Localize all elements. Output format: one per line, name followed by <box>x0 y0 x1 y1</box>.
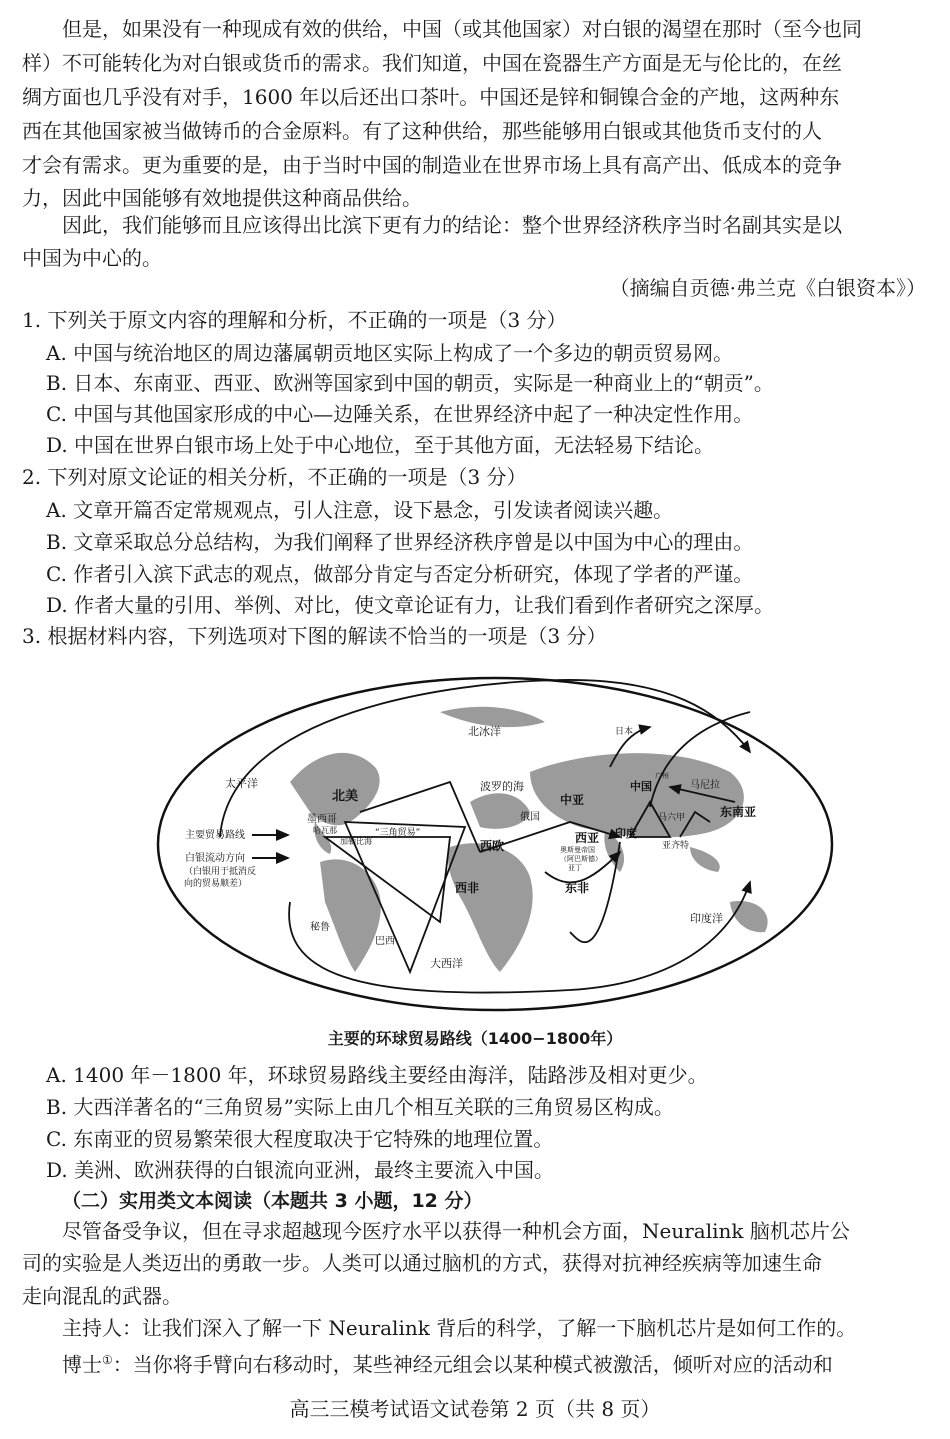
doctor-label: 博士 <box>62 1352 102 1377</box>
label-southeast-asia: 东南亚 <box>720 805 757 819</box>
section-2-host-line: 主持人：让我们深入了解一下 Neuralink 背后的科学，了解一下脑机芯片是如何工作的。 <box>62 1316 857 1340</box>
question-3-option-a: A. 1400 年－1800 年，环球贸易路线主要经由海洋，陆路涉及相对更少。 <box>46 1063 708 1087</box>
label-indian: 印度洋 <box>690 912 723 925</box>
label-japan: 日本 <box>615 727 634 737</box>
section-2-doctor-line <box>62 1345 833 1375</box>
section-2-line: 尽管备受争议，但在寻求超越现今医疗水平以获得一种机会方面，Neuralink 脑机芯片公 <box>62 1219 850 1243</box>
legend-silver: 白银流动方向 <box>185 853 245 864</box>
label-atlantic: 大西洋 <box>430 957 463 970</box>
section-2-line: 走向混乱的武器。 <box>22 1284 182 1308</box>
map-caption: 主要的环球贸易路线（1400−1800年） <box>327 1029 623 1048</box>
question-2-option-c: C. 作者引入滨下武志的观点，做部分肯定与否定分析研究，体现了学者的严谨。 <box>46 562 754 586</box>
question-3-option-c: C. 东南亚的贸易繁荣很大程度取决于它特殊的地理位置。 <box>46 1127 554 1151</box>
label-aceh: 亚齐特 <box>662 841 690 851</box>
label-triangle-trade: “三角贸易” <box>375 828 421 838</box>
footnote-mark: ① <box>102 1353 113 1367</box>
question-3-option-b: B. 大西洋著名的“三角贸易”实际上由几个相互关联的三角贸易区构成。 <box>46 1095 674 1119</box>
trade-route-map <box>150 672 840 1017</box>
passage-source: （摘编自贡德·弗兰克《白银资本》） <box>609 276 926 300</box>
label-west-africa: 西非 <box>455 881 480 895</box>
question-2-option-d: D. 作者大量的引用、举例、对比，使文章论证有力，让我们看到作者研究之深厚。 <box>46 593 775 617</box>
label-arctic: 北冰洋 <box>468 725 501 738</box>
question-1-option-c: C. 中国与其他国家形成的中心—边陲关系，在世界经济中起了一种决定性作用。 <box>46 402 754 426</box>
label-baltic: 波罗的海 <box>480 780 524 793</box>
passage-line: 绸方面也几乎没有对手，1600 年以后还出口茶叶。中国还是锌和铜镍合金的产地，这两种东 <box>22 85 840 109</box>
label-west-europe: 西欧 <box>480 839 505 853</box>
label-ottoman-2: （阿巴斯德） <box>560 855 602 863</box>
label-peru: 秘鲁 <box>310 922 330 933</box>
label-acapulco: 哈瓦那 <box>313 826 337 835</box>
label-china: 中国 <box>630 780 652 793</box>
page-footer: 高三三模考试语文试卷第 2 页（共 8 页） <box>289 1397 661 1421</box>
label-central-asia: 中亚 <box>560 793 585 807</box>
passage-line: 因此，我们能够而且应该得出比滨下更有力的结论：整个世界经济秩序当时名副其实是以 <box>62 213 842 237</box>
question-1-option-b: B. 日本、东南亚、西亚、欧洲等国家到中国的朝贡，实际是一种商业上的“朝贡”。 <box>46 371 774 395</box>
legend-silver-note-1: （白银用于抵消反 <box>184 867 257 877</box>
passage-line: 西在其他国家被当做铸币的合金原料。有了这种供给，那些能够用白银或其他货币支付的人 <box>22 119 822 143</box>
label-ottoman-1: 奥斯曼帝国 <box>560 846 595 854</box>
label-brazil: 巴西 <box>375 936 395 947</box>
doctor-text: ：当你将手臂向右移动时，某些神经元组会以某种模式被激活，倾听对应的活动和 <box>112 1352 833 1377</box>
question-2-option-a: A. 文章开篇否定常规观点，引人注意，设下悬念，引发读者阅读兴趣。 <box>46 498 674 522</box>
label-ottoman-3: 亚丁 <box>568 864 582 872</box>
question-2-option-b: B. 文章采取总分总结构，为我们阐释了世界经济秩序曾是以中国为中心的理由。 <box>46 530 754 554</box>
label-mexico: 墨西哥 <box>307 814 337 825</box>
label-pacific: 太平洋 <box>225 777 258 790</box>
section-2-line: 司的实验是人类迈出的勇敢一步。人类可以通过脑机的方式，获得对抗神经疾病等加速生命 <box>22 1251 822 1275</box>
label-russia: 俄国 <box>520 812 540 823</box>
label-west-asia: 西亚 <box>575 831 600 845</box>
question-3-option-d: D. 美洲、欧洲获得的白银流向亚洲，最终主要流入中国。 <box>46 1158 555 1182</box>
legend-silver-note-2: 向的贸易顺差） <box>184 879 248 889</box>
label-north-america: 北美 <box>332 789 359 804</box>
question-2-stem: 2. 下列对原文论证的相关分析，不正确的一项是（3 分） <box>22 465 527 489</box>
passage-line: 但是，如果没有一种现成有效的供给，中国（或其他国家）对白银的渴望在那时（至今也同 <box>62 17 862 41</box>
section-2-title: （二）实用类文本阅读（本题共 3 小题，12 分） <box>62 1190 483 1212</box>
passage-line: 力，因此中国能够有效地提供这种商品供给。 <box>22 186 422 210</box>
label-canton: 广州 <box>655 772 669 780</box>
legend-route: 主要贸易路线 <box>185 830 245 841</box>
label-malacca: 马六甲 <box>658 813 686 823</box>
question-1-option-d: D. 中国在世界白银市场上处于中心地位，至于其他方面，无法轻易下结论。 <box>46 433 715 457</box>
passage-line: 中国为中心的。 <box>22 246 162 270</box>
label-east-africa: 东非 <box>565 881 590 895</box>
passage-line: 样）不可能转化为对白银或货币的需求。我们知道，中国在瓷器生产方面是无与伦比的，在丝 <box>22 51 842 75</box>
passage-line: 才会有需求。更为重要的是，由于当时中国的制造业在世界市场上具有高产出、低成本的竞争 <box>22 153 842 177</box>
question-1-option-a: A. 中国与统治地区的周边藩属朝贡地区实际上构成了一个多边的朝贡贸易网。 <box>46 341 734 365</box>
question-1-stem: 1. 下列关于原文内容的理解和分析，不正确的一项是（3 分） <box>22 308 567 332</box>
label-manila: 马尼拉 <box>690 780 720 791</box>
question-3-stem: 3. 根据材料内容，下列选项对下图的解读不恰当的一项是（3 分） <box>22 624 607 648</box>
label-india: 印度 <box>615 827 637 840</box>
label-caribbean: 加勒比海 <box>340 837 372 846</box>
